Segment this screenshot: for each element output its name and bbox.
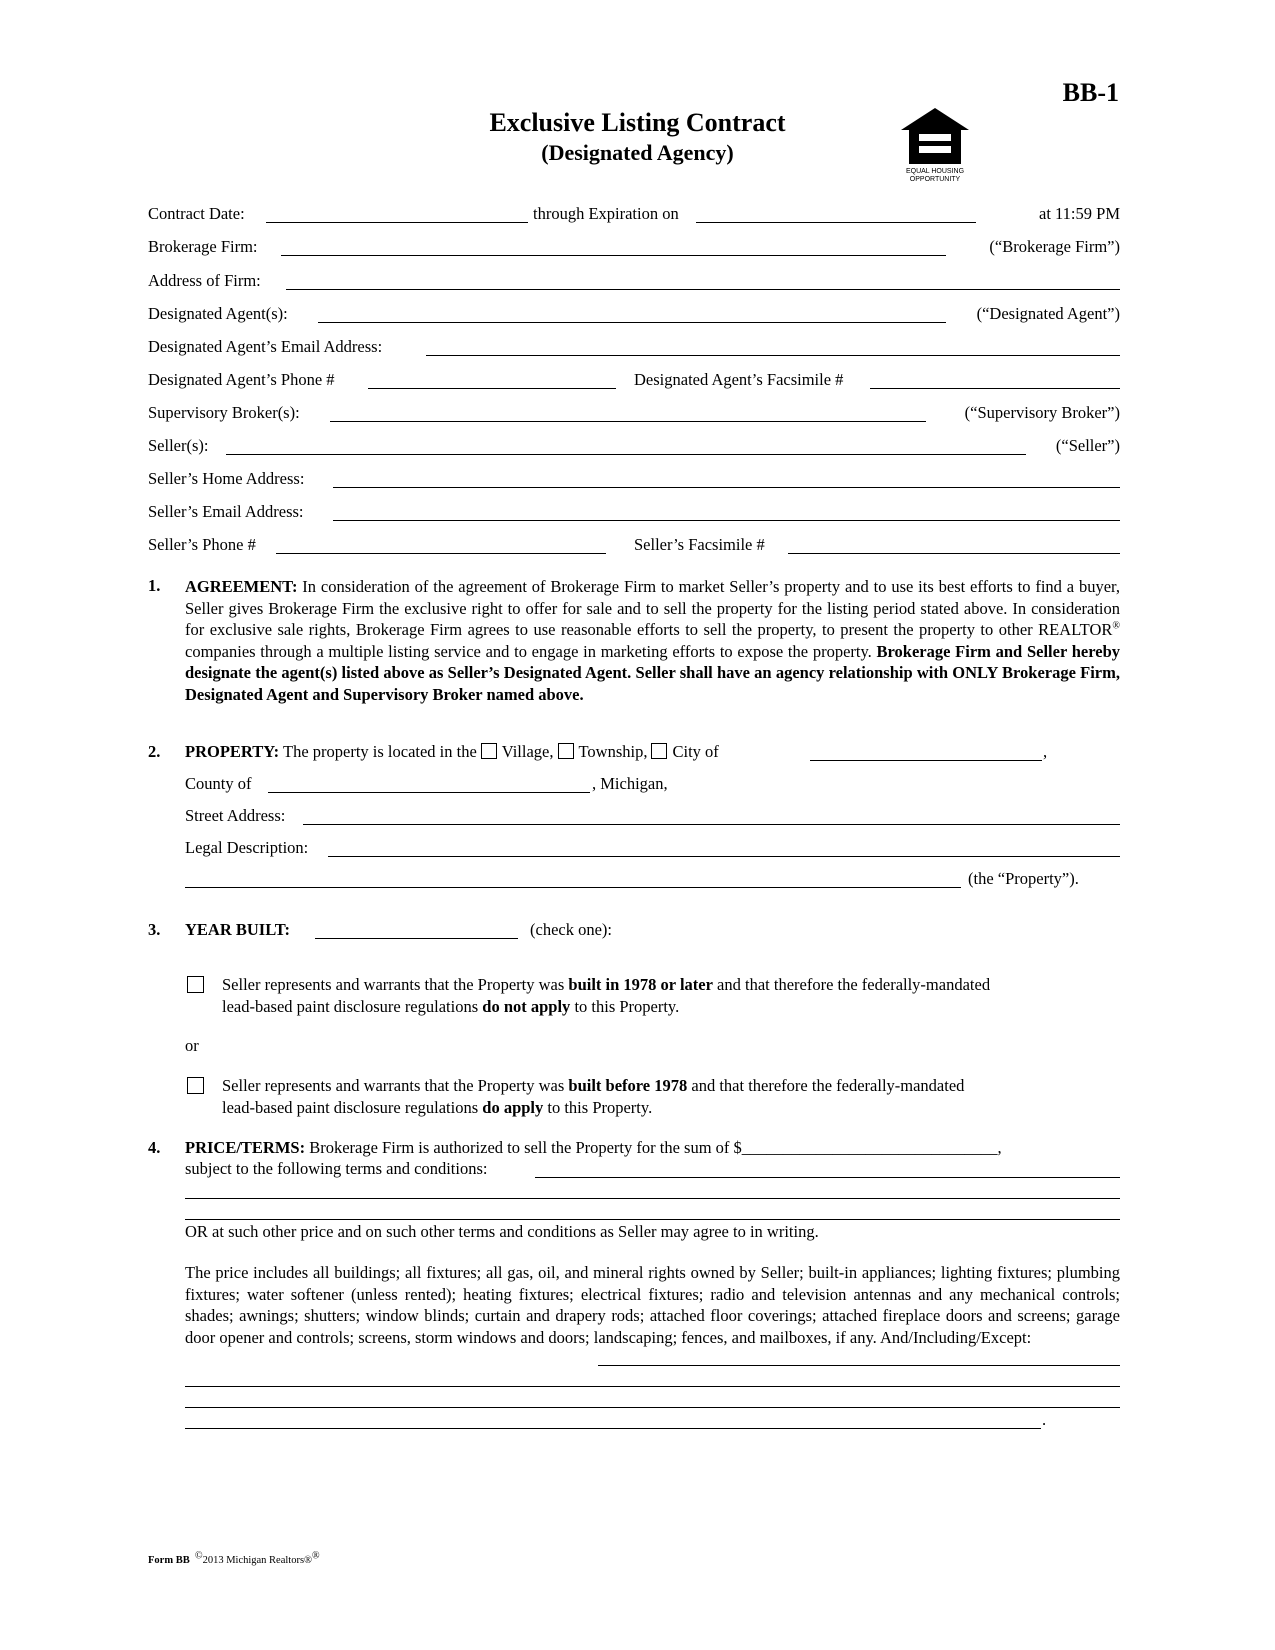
seller-phone-field[interactable] [276,553,606,554]
seller-email-row [148,501,1120,523]
city-comma: , [1043,742,1048,761]
agent-phone-row [148,369,1120,391]
address-of-firm-label: Address of Firm: [148,271,261,290]
seller-field[interactable] [226,454,1026,455]
terms-field-1[interactable] [535,1177,1120,1178]
subject-to-label: subject to the following terms and conditions: [185,1159,488,1178]
opt2-text-b: built before 1978 [568,1076,688,1095]
agent-fax-label: Designated Agent’s Facsimile # [634,370,844,389]
township-checkbox[interactable] [558,743,574,759]
legal-description-field[interactable] [328,856,1120,857]
designated-agent-suffix: (“Designated Agent”) [976,304,1120,323]
seller-home-address-row [148,468,1120,490]
seller-fax-label: Seller’s Facsimile # [634,535,765,554]
price-includes-text: The price includes all buildings; all fixtures; all gas, oil, and mineral rights owned by Seller; built-in appliances; lighting fixtures; plumbing fixtures; water softener (unless rented); heating fixtures; electrical fixtures; radio and television antennas and any mechanical controls; shades; awnings; shutters; window blinds; curtain and drapery rods; attached floor coverings; attached fireplace doors and screens; garage door opener and controls; screens, storm windows and doors; landscaping; fences, and mailboxes, if any. And/Including/Except: [185,1263,1120,1347]
seller-email-label: Seller’s Email Address: [148,502,304,521]
seller-fax-field[interactable] [788,553,1120,554]
seller-label: Seller(s): [148,436,209,455]
terms-field-2[interactable] [185,1198,1120,1199]
terms-field-3[interactable] [185,1219,1120,1220]
supervisory-broker-suffix: (“Supervisory Broker”) [964,403,1120,422]
brokerage-firm-field[interactable] [281,255,946,256]
street-address-field[interactable] [303,824,1120,825]
legal-description-label: Legal Description: [185,838,309,857]
logo-text-line1: EQUAL HOUSING [905,168,965,175]
agent-phone-field[interactable] [368,388,616,389]
agent-phone-label: Designated Agent’s Phone # [148,370,335,389]
supervisory-broker-row [148,402,1120,424]
opt1-text-c: and that therefore the federally-mandated lead-based paint disclosure regulations [222,975,991,1016]
section-4-number: 4. [148,1138,161,1157]
property-lead-text: The property is located in the [282,742,477,761]
equal-housing-logo [899,106,971,183]
equal-housing-house-icon [899,106,971,166]
opt2-text-e: to this Property. [543,1097,653,1117]
county-field[interactable] [268,792,590,793]
agent-fax-field[interactable] [870,388,1120,389]
designated-agent-label: Designated Agent(s): [148,304,288,323]
street-address-label: Street Address: [185,806,286,825]
village-label: Village, [501,742,554,761]
section-3-number: 3. [148,920,161,939]
township-label: Township, [578,742,648,761]
or-other-terms-text: OR at such other price and on such other terms and conditions as Seller may agree to in writing. [185,1222,819,1241]
designated-agent-row [148,303,1120,325]
seller-phone-row [148,534,1120,556]
county-label: County of [185,774,252,793]
section-1-text-b: companies through a multiple listing service and to engage in marketing efforts to expose the property. [185,641,877,661]
built-1978-or-later-checkbox[interactable] [187,976,204,993]
inclusions-field-4[interactable] [185,1428,1041,1429]
brokerage-firm-label: Brokerage Firm: [148,237,258,256]
price-lead-text: Brokerage Firm is authorized to sell the Property for the sum of $ [309,1138,742,1157]
footer-reg-mark: ® [312,1550,320,1562]
agent-email-row [148,336,1120,358]
or-label: or [185,1036,199,1055]
legal-description-field-2[interactable] [185,887,961,888]
the-property-label: (the “Property”). [968,869,1079,888]
footer-year-org: 2013 Michigan Realtors® [202,1555,313,1566]
built-1978-or-later-option [222,974,1022,1017]
built-before-1978-checkbox[interactable] [187,1077,204,1094]
realtor-reg-mark: ® [1112,620,1120,632]
footer-copyright-mark: © [194,1550,203,1562]
footer-form: Form BB [148,1555,190,1566]
brokerage-firm-row [148,236,1120,258]
opt1-text-d: do not apply [482,996,571,1016]
seller-phone-label: Seller’s Phone # [148,535,256,554]
section-1-text-a: In consideration of the agreement of Brokerage Firm to market Seller’s property and to use its best efforts to find a buyer, Seller gives Brokerage Firm the exclusive right to offer for sale and to sell the property for the listing period stated above. In consideration for exclusive sale rights, Brokerage Firm agrees to use reasonable efforts to sell the property, to present the property to other REALTOR [185,577,1120,639]
section-1-heading: AGREEMENT: [185,577,298,596]
inclusions-field-2[interactable] [185,1386,1120,1387]
opt2-text-a: Seller represents and warrants that the Property was [222,1076,569,1095]
section-2-number: 2. [148,742,161,761]
agent-email-field[interactable] [426,355,1120,356]
address-of-firm-row [148,270,1120,292]
check-one-label: (check one): [530,920,612,939]
inclusions-field-3[interactable] [185,1407,1120,1408]
seller-email-field[interactable] [333,520,1120,521]
year-built-field[interactable] [315,938,518,939]
inclusions-period: . [1042,1410,1047,1429]
contract-date-field[interactable] [266,222,528,223]
section-2-heading: PROPERTY: [185,742,280,761]
expiration-label: through Expiration on [533,204,679,223]
seller-home-address-field[interactable] [333,487,1120,488]
michigan-label: , Michigan, [592,774,668,793]
section-1-agreement [185,576,1120,705]
address-of-firm-field[interactable] [286,289,1120,290]
built-before-1978-option [222,1075,992,1118]
price-field[interactable]: _______________________________, [741,1138,1002,1157]
opt2-text-c: and that therefore the federally-mandated lead-based paint disclosure regulations [222,1076,965,1117]
seller-suffix: (“Seller”) [1055,436,1120,455]
footer [148,1550,320,1566]
supervisory-broker-label: Supervisory Broker(s): [148,403,300,422]
contract-date-label: Contract Date: [148,204,245,223]
expiration-time: at 11:59 PM [1039,204,1120,223]
property-location-row [185,742,1120,766]
opt2-text-d: do apply [482,1097,544,1117]
form-code: BB-1 [1062,78,1119,107]
designated-agent-field[interactable] [318,322,946,323]
logo-text-line2: OPPORTUNITY [909,176,961,183]
city-label: City of [672,742,719,761]
seller-home-address-label: Seller’s Home Address: [148,469,305,488]
city-checkbox[interactable] [651,743,667,759]
section-1-number: 1. [148,576,161,595]
supervisory-broker-field[interactable] [330,421,926,422]
village-checkbox[interactable] [481,743,497,759]
city-field[interactable] [810,760,1042,761]
page-title: Exclusive Listing Contract [489,108,786,137]
inclusions-field-1[interactable] [598,1365,1120,1366]
section-4-heading: PRICE/TERMS: [185,1138,306,1157]
section-1-designation: Brokerage Firm and Seller hereby designate the agent(s) listed above as Seller’s Designated Agent. Seller shall have an agency relationship with ONLY Brokerage Firm, Designated Agent and Supervisory Broker named above. [185,641,1120,704]
opt1-text-a: Seller represents and warrants that the Property was [222,975,569,994]
expiration-date-field[interactable] [696,222,976,223]
contract-date-row [148,203,1120,225]
seller-row [148,435,1120,457]
agent-email-label: Designated Agent’s Email Address: [148,337,383,356]
opt1-text-b: built in 1978 or later [568,975,713,994]
page-subtitle: (Designated Agency) [541,140,734,165]
price-row [185,1138,1002,1158]
opt1-text-e: to this Property. [570,996,680,1016]
section-3-heading: YEAR BUILT: [185,920,290,939]
brokerage-firm-suffix: (“Brokerage Firm”) [989,237,1120,256]
